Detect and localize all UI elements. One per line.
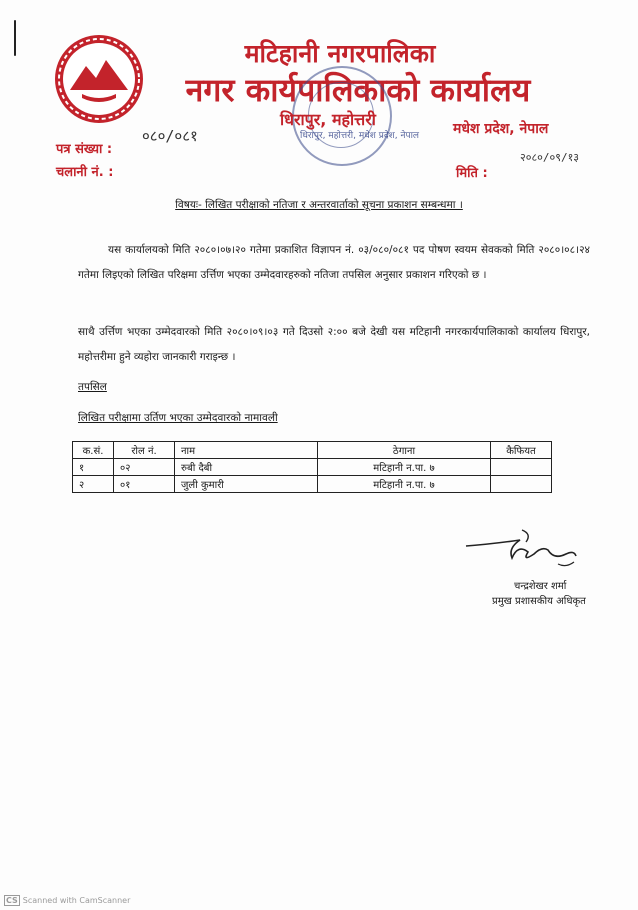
list-title: लिखित परीक्षामा उर्तिण भएका उम्मेदवारको नामावली	[78, 412, 278, 424]
tapsil-heading: तपसिल	[78, 381, 107, 393]
row-name: रुबी दैबी	[175, 459, 318, 476]
office-address: धिरापुर, महोत्तरी	[280, 110, 376, 129]
province-name: मधेश प्रदेश, नेपाल	[453, 121, 549, 137]
signatory-designation: प्रमुख प्रशासकीय अधिकृत	[492, 596, 586, 607]
header-name: नाम	[175, 442, 318, 459]
row-address: मटिहानी न.पा. ७	[318, 459, 491, 476]
row-remarks	[491, 476, 552, 493]
municipality-name: मटिहानी नगरपालिका	[244, 39, 436, 68]
paragraph-result: यस कार्यालयको मिति २०८०।०७।२० गतेमा प्रकाशित विज्ञापन नं. ०३/०८०/०८१ पद पोषण स्वयम सेवकको मिति २०८०।०८।२४ गतेमा लिइएको लिखित परिक्षमा उर्त्तिण भएका उम्मेदवारहरुको नतिजा तपसिल अनुसार प्रकाशन गरिएको छ ।	[78, 244, 590, 281]
patra-sankhya-label: पत्र संख्या :	[56, 142, 113, 157]
table-row	[73, 476, 552, 493]
row-sn: २	[73, 476, 114, 493]
row-remarks	[491, 459, 552, 476]
office-name: नगर कार्यपालिकाको कार्यालय	[185, 71, 531, 109]
row-name: जुली कुमारी	[175, 476, 318, 493]
miti-label: मिति :	[456, 166, 488, 181]
signatory-name: चन्द्रशेखर शर्मा	[514, 581, 567, 592]
header-remarks: कैफियत	[491, 442, 552, 459]
row-address: मटिहानी न.पा. ७	[318, 476, 491, 493]
scan-edge-mark	[14, 20, 16, 56]
row-sn: १	[73, 459, 114, 476]
candidate-table	[72, 441, 552, 493]
header-address: ठेगाना	[318, 442, 491, 459]
nepal-emblem-icon	[52, 32, 146, 126]
camscanner-logo-icon: CS	[6, 896, 18, 905]
chalani-label: चलानी नं. :	[56, 165, 114, 180]
table-row	[73, 459, 552, 476]
camscanner-watermark	[4, 895, 130, 906]
paragraph-interview: साथै उर्त्तिण भएका उम्मेदवारको मिति २०८०।०९।०३ गते दिउसो २:०० बजे देखी यस मटिहानी नगरकार्यपालिकाको कार्यालय धिरापुर, महोत्तरीमा हुने व्यहोरा जानकारी गराइन्छ ।	[78, 326, 590, 363]
row-roll: ०२	[114, 459, 175, 476]
table-header-row	[73, 442, 552, 459]
patra-sankhya-value: ०८०/०८१	[142, 127, 198, 145]
header-roll: रोल नं.	[114, 442, 175, 459]
header-sn: क.सं.	[73, 442, 114, 459]
letter-subject	[0, 198, 638, 212]
subject-text: विषयः- लिखित परीक्षाको नतिजा र अन्तरवार्ताको सूचना प्रकाशन सम्बन्धमा ।	[175, 199, 463, 211]
camscanner-text: Scanned with CamScanner	[22, 896, 131, 905]
stamp-text: धिरापुर, महोत्तरी, मधेश प्रदेश, नेपाल	[300, 131, 420, 141]
miti-value: २०८०/०९/१३	[520, 151, 580, 164]
signature-icon	[462, 524, 582, 574]
row-roll: ०१	[114, 476, 175, 493]
